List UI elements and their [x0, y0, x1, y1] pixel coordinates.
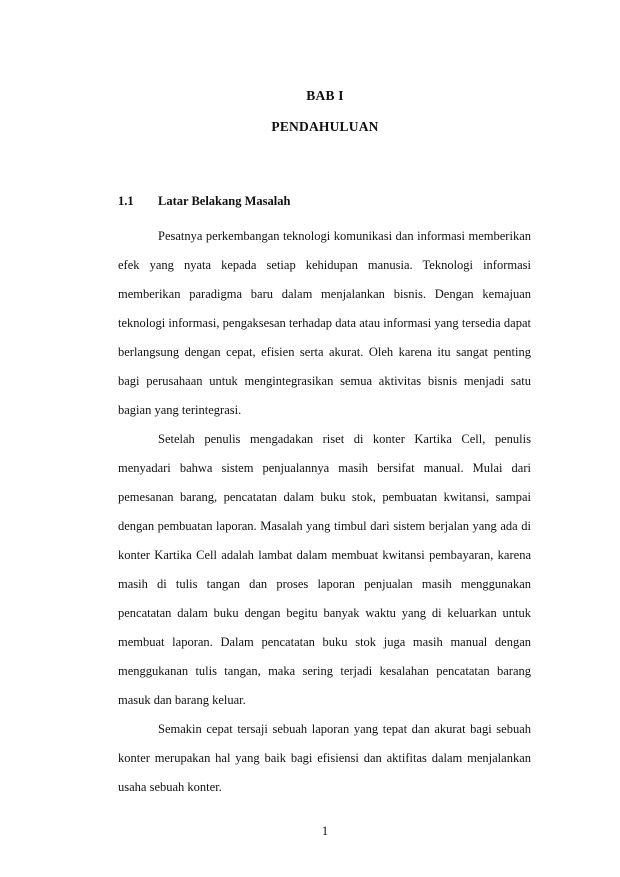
section-title: Latar Belakang Masalah — [158, 194, 291, 208]
page-number: 1 — [321, 824, 329, 838]
section-number: 1.1 — [118, 194, 134, 208]
paragraph: Pesatnya perkembangan teknologi komunikasi dan informasi memberikan efek yang nyata kepada setiap kehidupan manusia. Teknologi informasi memberikan paradigma baru dalam menjalankan bisnis. Dengan kemajuan teknologi informasi, pengaksesan terhadap data atau informasi yang tersedia dapat berlangsung dengan cepat, efisien serta akurat. Oleh karena itu sangat penting bagi perusahaan untuk mengintegrasikan semua aktivitas bisnis menjadi satu bagian yang terintegrasi. — [118, 229, 531, 417]
section-heading — [118, 194, 290, 209]
paragraph: Semakin cepat tersaji sebuah laporan yang tepat dan akurat bagi sebuah konter merupakan hal yang baik bagi efisiensi dan aktifitas dalam menjalankan usaha sebuah konter. — [118, 722, 531, 794]
chapter-number: BAB I — [306, 88, 344, 103]
paragraph: Setelah penulis mengadakan riset di konter Kartika Cell, penulis menyadari bahwa sistem penjualannya masih bersifat manual. Mulai dari pemesanan barang, pencatatan dalam buku stok, pembuatan kwitansi, sampai dengan pembuatan laporan. Masalah yang timbul dari sistem berjalan yang ada di konter Kartika Cell adalah lambat dalam membuat kwitansi pembayaran, karena masih di tulis tangan dan proses laporan penjualan masih menggunakan pencatatan dalam buku dengan begitu banyak waktu yang di keluarkan untuk membuat laporan. Dalam pencatatan buku stok juga masih manual dengan menggukanan tulis tangan, maka sering terjadi kesalahan pencatatan barang masuk dan barang keluar. — [118, 432, 531, 707]
body-text — [118, 222, 531, 802]
chapter-title: PENDAHULUAN — [271, 119, 379, 134]
